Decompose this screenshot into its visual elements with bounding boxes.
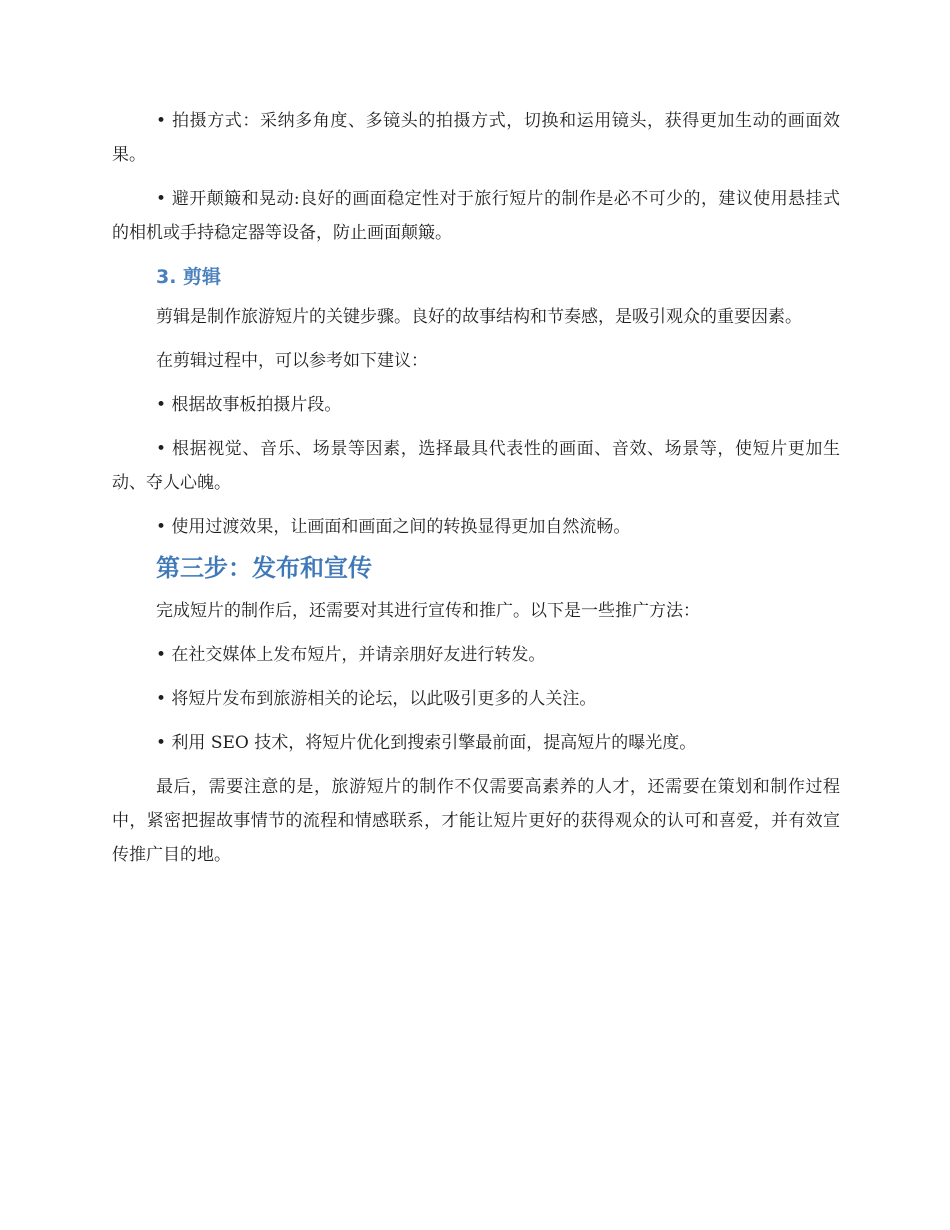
step3-intro: 完成短片的制作后，还需要对其进行宣传和推广。以下是一些推广方法： (156, 601, 700, 621)
editing-intro: 剪辑是制作旅游短片的关键步骤。良好的故事结构和节奏感，是吸引观众的重要因素。 (156, 307, 802, 327)
editing-bullet-transitions: • 使用过渡效果，让画面和画面之间的转换显得更加自然流畅。 (156, 517, 631, 537)
editing-bullet-storyboard: • 根据故事板拍摄片段。 (156, 395, 342, 415)
document-body (112, 104, 840, 872)
editing-bullet-selection: • 根据视觉、音乐、场景等因素，选择最具代表性的画面、音效、场景等，使短片更加生动、夺人心魄。 (112, 439, 840, 493)
step3-bullet-social: • 在社交媒体上发布短片，并请亲朋好友进行转发。 (156, 645, 546, 665)
shooting-bullet-angles: • 拍摄方式：采纳多角度、多镜头的拍摄方式，切换和运用镜头，获得更加生动的画面效果。 (112, 111, 840, 165)
step3-conclusion: 最后，需要注意的是，旅游短片的制作不仅需要高素养的人才，还需要在策划和制作过程中，紧密把握故事情节的流程和情感联系，才能让短片更好的获得观众的认可和喜爱，并有效宣传推广目的地。 (112, 777, 840, 865)
step3-bullet-forum: • 将短片发布到旅游相关的论坛，以此吸引更多的人关注。 (156, 689, 597, 709)
section-heading-editing: 3. 剪辑 (156, 266, 222, 288)
section-heading-step3: 第三步：发布和宣传 (156, 554, 372, 582)
step3-bullet-seo: • 利用 SEO 技术，将短片优化到搜索引擎最前面，提高短片的曝光度。 (156, 733, 697, 753)
shooting-bullet-stability: • 避开颠簸和晃动:良好的画面稳定性对于旅行短片的制作是必不可少的，建议使用悬挂式的相机或手持稳定器等设备，防止画面颠簸。 (112, 189, 840, 243)
editing-lead: 在剪辑过程中，可以参考如下建议： (156, 351, 428, 371)
